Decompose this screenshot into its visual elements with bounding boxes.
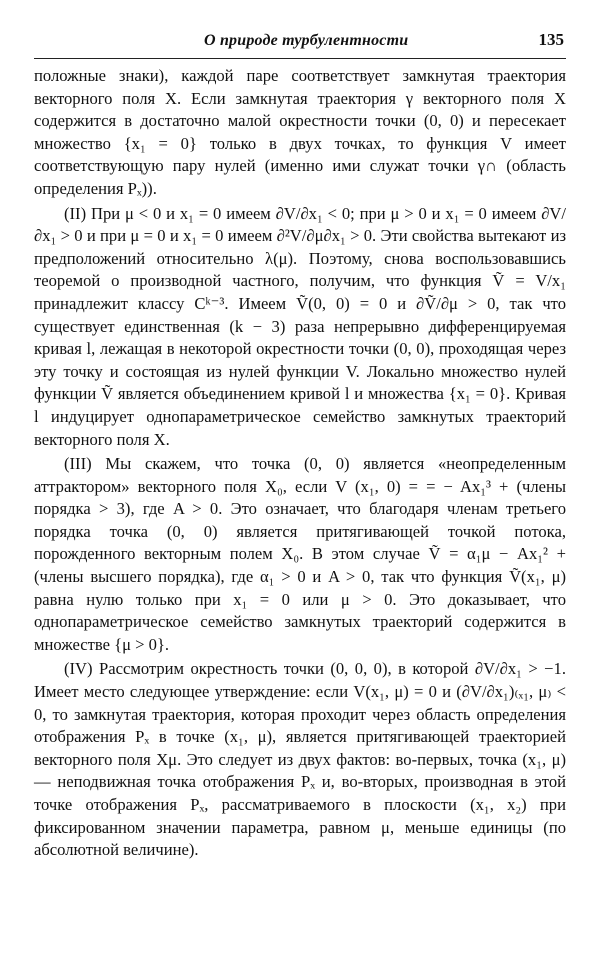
page-body: [34, 65, 566, 862]
header-rule: [34, 58, 566, 59]
paragraph-ii: (II) При μ < 0 и x₁ = 0 имеем ∂V/∂x₁ < 0; при μ > 0 и x₁ = 0 имеем ∂V/∂x₁ > 0 и при μ = 0 и x₁ = 0 имеем ∂²V/∂μ∂x₁ > 0. Эти свойства вытекают из предположений относительно λ(μ). Поэтому, снова воспользовавшись теоремой о производной частного, получим, что функция Ṽ = V/x₁ принадлежит классу Cᵏ⁻³. Имеем Ṽ(0, 0) = 0 и ∂Ṽ/∂μ > 0, так что существует единственная (k − 3) раза непрерывно дифференцируемая кривая l, лежащая в некоторой окрестности точки (0, 0), проходящая через эту точку и состоящая из нулей функции V. Локально множество нулей функции Ṽ является объединением кривой l и множества {x₁ = 0}. Кривая l индуцирует однопараметрическое семейство замкнутых траекторий векторного поля X.: [34, 203, 566, 449]
page-number: 135: [538, 30, 564, 49]
paragraph-iv: (IV) Рассмотрим окрестность точки (0, 0, 0), в которой ∂V/∂x₁ > −1. Имеет место следующее утверждение: если V(x₁, μ) = 0 и (∂V/∂x₁)₍ₓ₁, μ₎ < 0, то замкнутая траектория, которая проходит через область определения отображения Pₓ в точке (x₁, μ), является притягивающей траекторией векторного поля Xμ. Это следует из двух фактов: во-первых, точка (x₁, μ) — неподвижная точка отображения Pₓ и, во-вторых, производная в этой точке отображения Pₓ, рассматриваемого в плоскости (x₁, x₂) при фиксированном значении параметра, равном μ, меньше единицы (по абсолютной величине).: [34, 659, 566, 860]
paragraph-continuation: положные знаки), каждой паре соответствует замкнутая траектория векторного поля X. Если замкнутая траектория γ векторного поля X содержится в достаточно малой окрестности точки (0, 0) и пересекает множество {x₁ = 0} только в двух точках, то функция V имеет соответствующую пару нулей (именно ими служат точки γ∩ (область определения Pₓ)).: [34, 66, 566, 198]
running-title: О природе турбулентности: [204, 32, 409, 49]
page-header: [34, 26, 566, 56]
paragraph-iii: (III) Мы скажем, что точка (0, 0) является «неопределенным аттрактором» векторного поля X₀, если V (x₁, 0) = = − Ax₁³ + (члены порядка > 3), где A > 0. Это означает, что благодаря членам третьего порядка точка (0, 0) является притягивающей точкой потока, порожденного векторным полем X₀. В этом случае Ṽ = α₁μ − Ax₁² + (члены высшего порядка), где α₁ > 0 и A > 0, так что функция Ṽ(x₁, μ) равна нулю только при x₁ = 0 или μ > 0. Это доказывает, что однопараметрическое семейство замкнутых траекторий содержится в множестве {μ > 0}.: [34, 454, 566, 654]
